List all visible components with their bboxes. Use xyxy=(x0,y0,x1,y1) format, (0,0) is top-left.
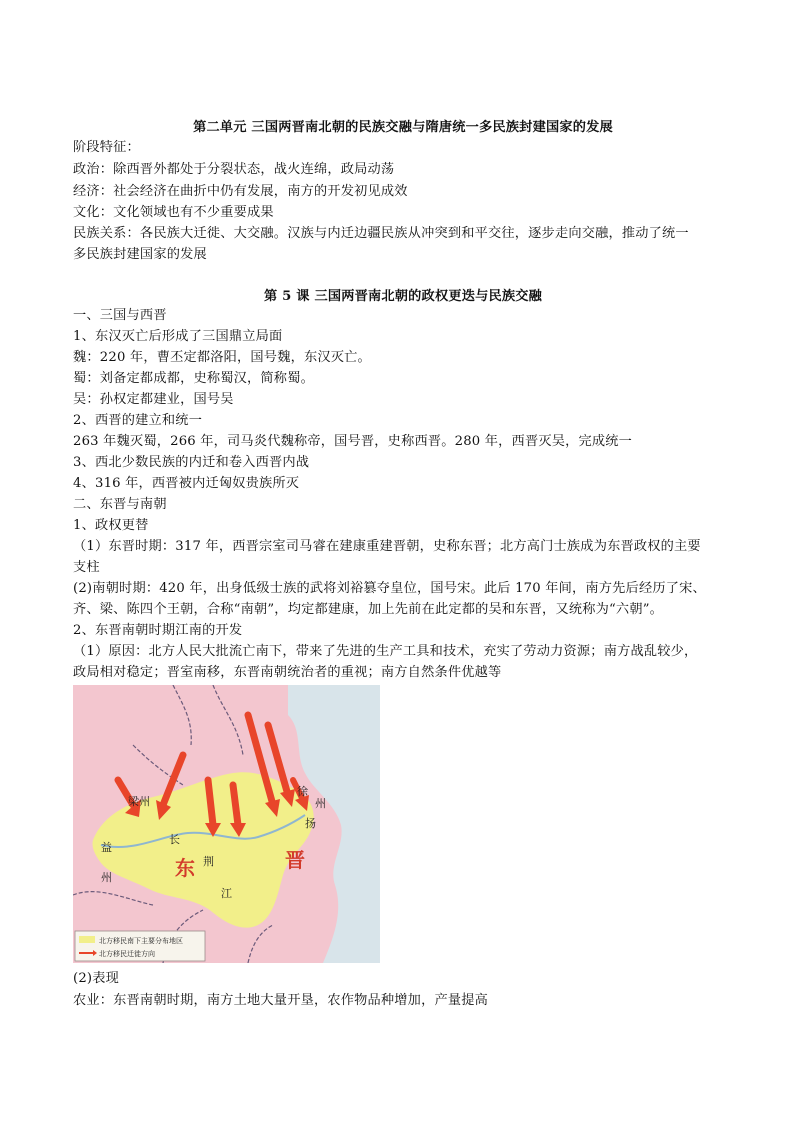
point-1-4: 4、316 年，西晋被内迁匈奴贵族所灭 xyxy=(73,476,300,491)
politics-line: 政治：除西晋外都处于分裂状态，战火连绵，政局动荡 xyxy=(73,162,395,177)
point-1-2: 2、西晋的建立和统一 xyxy=(73,413,203,428)
point-2-2: 2、东晋南朝时期江南的开发 xyxy=(73,623,243,638)
unit-title: 第二单元 三国两晋南北朝的民族交融与隋唐统一多民族封建国家的发展 xyxy=(193,120,613,135)
point-1-1: 1、东汉灭亡后形成了三国鼎立局面 xyxy=(73,329,283,344)
point-2-1: 1、政权更替 xyxy=(73,518,149,533)
ethnic-line-2: 多民族封建国家的发展 xyxy=(73,247,207,262)
legend-area-label: 北方移民南下主要分布地区 xyxy=(99,937,183,945)
map-label: 益 xyxy=(101,841,112,854)
dongjin-line-2: 支柱 xyxy=(73,560,100,575)
xijin-line: 263 年魏灭蜀，266 年，司马炎代魏称帝，国号晋，史称西晋。280 年，西晋灭吴，完成统一 xyxy=(73,434,633,449)
culture-line: 文化：文化领域也有不少重要成果 xyxy=(73,205,274,220)
map-label: 徐 xyxy=(297,785,308,798)
section-2-heading: 二、东晋与南朝 xyxy=(73,497,167,512)
map-label: 梁州 xyxy=(128,795,150,808)
wu-line: 吴：孙权定都建业，国号吴 xyxy=(73,392,234,407)
migration-arrow xyxy=(233,785,238,825)
point-1-3: 3、西北少数民族的内迁和卷入西晋内战 xyxy=(73,455,310,470)
reason-line-1: （1）原因：北方人民大批流亡南下，带来了先进的生产工具和技术，充实了劳动力资源；南方战乱较少， xyxy=(73,644,698,659)
ethnic-line-1: 民族关系：各民族大迁徙、大交融。汉族与内迁边疆民族从冲突到和平交往，逐步走向交融，推动了统一 xyxy=(73,226,689,241)
wei-line: 魏：220 年，曹丕定都洛阳，国号魏，东汉灭亡。 xyxy=(73,350,371,365)
dongjin-line-1: （1）东晋时期：317 年，西晋宗室司马睿在建康重建晋朝，史称东晋；北方高门士族成为东晋政权的主要 xyxy=(73,539,701,554)
economy-line: 经济：社会经济在曲折中仍有发展，南方的开发初见成效 xyxy=(73,184,408,199)
lesson-title: 第 5 课 三国两晋南北朝的政权更迭与民族交融 xyxy=(263,289,543,304)
map-label: 长 xyxy=(169,833,180,846)
stage-label: 阶段特征： xyxy=(73,140,140,155)
map-label: 江 xyxy=(221,887,232,900)
nanchao-line-1: (2)南朝时期：420 年，出身低级士族的武将刘裕篡夺皇位，国号宋。此后 170 年间，南方先后经历了宋、 xyxy=(73,581,706,596)
section-1-heading: 一、三国与西晋 xyxy=(73,308,167,323)
legend-arrow-label: 北方移民迁徙方向 xyxy=(99,950,155,958)
agriculture-line: 农业：东晋南朝时期，南方土地大量开垦，农作物品种增加，产量提高 xyxy=(73,993,489,1008)
map-label: 州 xyxy=(315,797,326,810)
shu-line: 蜀：刘备定都成都，史称蜀汉，简称蜀。 xyxy=(73,371,314,386)
reason-line-2: 政局相对稳定；晋室南移，东晋南朝统治者的重视；南方自然条件优越等 xyxy=(73,665,502,680)
biaoxian-heading: (2)表现 xyxy=(73,971,120,986)
migration-arrow xyxy=(208,780,213,825)
map-label: 州 xyxy=(101,871,112,884)
nanchao-line-2: 齐、梁、陈四个王朝，合称“南朝”，均定都建康，加上先前在此定都的吴和东晋，又统称为“六朝”。 xyxy=(73,602,664,617)
map-label: 荆 xyxy=(203,855,214,868)
migration-map xyxy=(73,685,380,963)
map-label-large: 东 xyxy=(175,856,195,880)
map-label-large: 晋 xyxy=(285,848,305,872)
legend-area-swatch xyxy=(79,936,95,943)
map-label: 扬 xyxy=(305,817,316,830)
